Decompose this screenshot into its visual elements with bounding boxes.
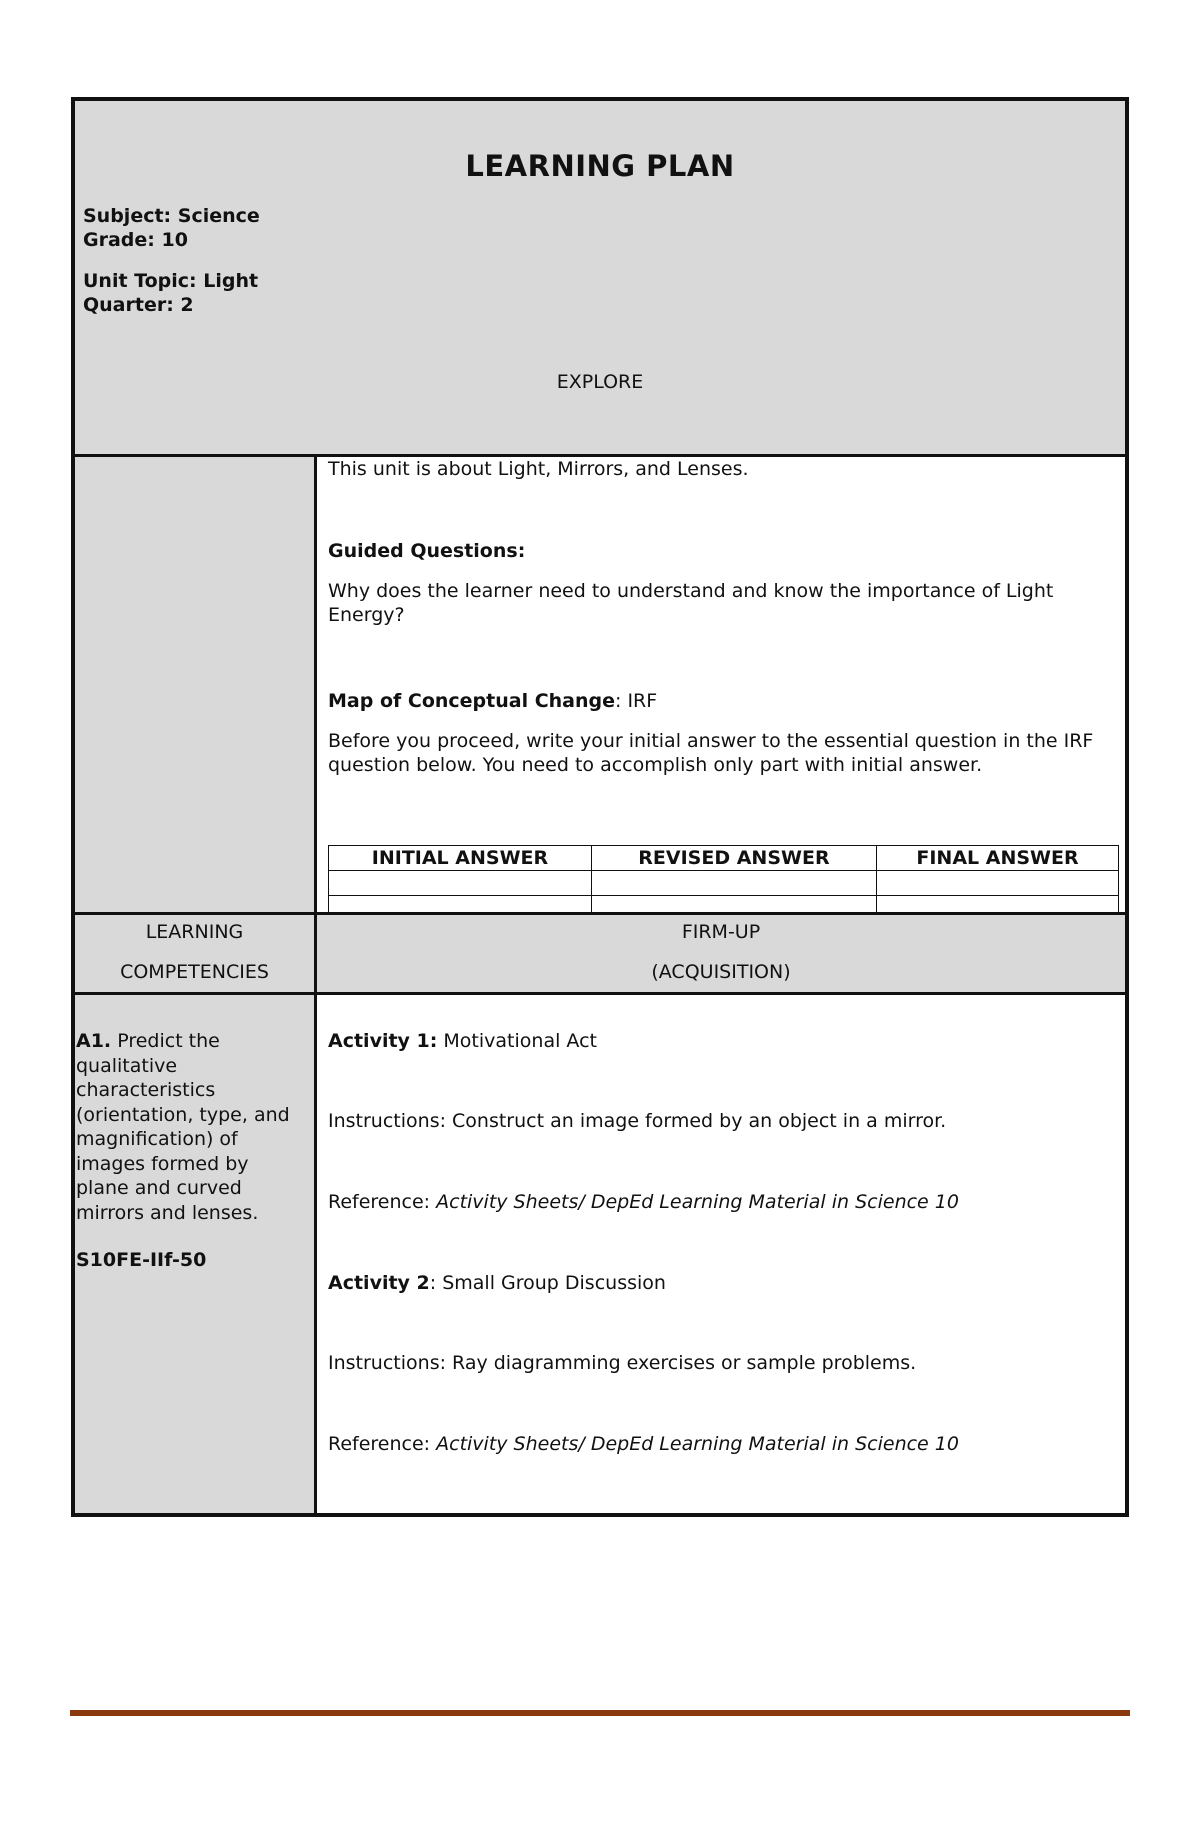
activity-2-instructions: Instructions: Ray diagramming exercises or sample problems.: [328, 1352, 917, 1374]
subject-label: Subject: Science: [83, 205, 260, 227]
activity-2-reference-label: Reference:: [328, 1433, 437, 1455]
band-left-line2: COMPETENCIES: [120, 961, 269, 983]
activity-1: [328, 1029, 1108, 1053]
activity-1-title: Motivational Act: [437, 1030, 597, 1052]
unit-intro: This unit is about Light, Mirrors, and Lenses.: [328, 458, 749, 480]
stage-label: EXPLORE: [556, 371, 644, 393]
explore-content-cell: [317, 457, 1125, 912]
activity-2: [328, 1271, 1108, 1295]
band-right-line2: (ACQUISITION): [651, 961, 791, 983]
activity-2-label: Activity 2: [328, 1272, 430, 1294]
quarter-label: Quarter: 2: [83, 294, 194, 316]
map-instructions: Before you proceed, write your initial answer to the essential question in the IRF question below. You need to accomplish only part with initial answer.: [328, 730, 1094, 776]
activity-2-reference: [328, 1432, 1108, 1456]
map-of-conceptual-change: [328, 689, 1108, 713]
activity-2-title: : Small Group Discussion: [429, 1272, 666, 1294]
map-heading: Map of Conceptual Change: [328, 690, 616, 712]
irf-cell[interactable]: [329, 871, 592, 896]
irf-cell[interactable]: [876, 871, 1118, 896]
firm-up-header: [317, 915, 1125, 992]
grade-label: Grade: 10: [83, 229, 188, 251]
competency-description: Predict the qualitative characteristics (orientation, type, and magnification) of images formed by plane and curved mirrors and lenses.: [76, 1030, 290, 1224]
competency-cell: [75, 995, 317, 1513]
learning-competencies-header: [75, 915, 317, 992]
activity-1-reference-label: Reference:: [328, 1191, 437, 1213]
unit-topic-label: Unit Topic: Light: [83, 270, 259, 292]
page-title: LEARNING PLAN: [465, 149, 735, 183]
activity-1-instructions: Instructions: Construct an image formed by an object in a mirror.: [328, 1110, 947, 1132]
footer-rule: [70, 1710, 1130, 1716]
learning-plan-table: [71, 97, 1129, 1517]
activity-2-reference-source: Activity Sheets/ DepEd Learning Material in Science 10: [436, 1433, 959, 1455]
irf-row: [329, 871, 1119, 896]
irf-header-initial: INITIAL ANSWER: [329, 846, 592, 871]
plan-header: [75, 101, 1125, 457]
irf-header-revised: REVISED ANSWER: [591, 846, 876, 871]
activity-1-reference-source: Activity Sheets/ DepEd Learning Material in Science 10: [436, 1191, 959, 1213]
guided-question: Why does the learner need to understand and know the importance of Light Energy?: [328, 580, 1054, 626]
irf-header-row: [329, 846, 1119, 871]
section-header-band: [75, 912, 1125, 995]
competency-code: S10FE-IIf-50: [76, 1249, 207, 1271]
guided-questions-heading: Guided Questions:: [328, 540, 526, 562]
band-left-line1: LEARNING: [145, 921, 244, 943]
band-right-line1: FIRM-UP: [681, 921, 761, 943]
irf-cell[interactable]: [591, 871, 876, 896]
activity-1-label: Activity 1:: [328, 1030, 438, 1052]
activities-cell: [317, 995, 1125, 1513]
competency-text: [76, 1029, 306, 1225]
irf-header-final: FINAL ANSWER: [876, 846, 1118, 871]
competency-label: A1.: [76, 1030, 112, 1052]
irf-table: [328, 845, 1119, 921]
map-value: : IRF: [615, 690, 658, 712]
activity-1-reference: [328, 1190, 1108, 1214]
explore-left-cell: [75, 457, 317, 912]
